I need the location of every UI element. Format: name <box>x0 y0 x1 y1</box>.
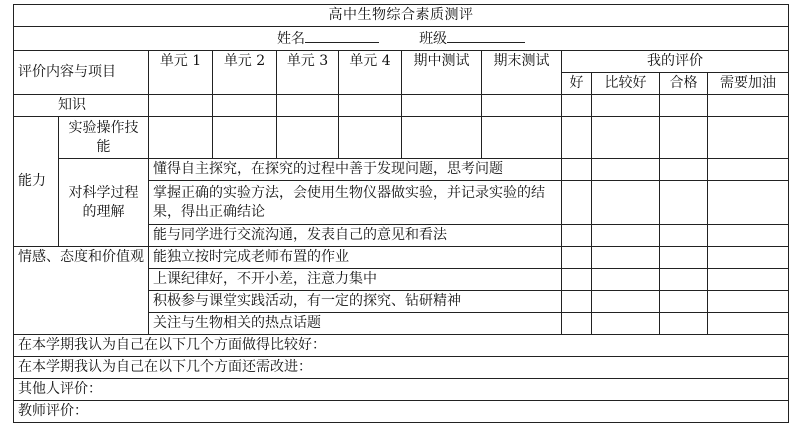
cell[interactable] <box>562 247 592 269</box>
cell[interactable] <box>708 247 789 269</box>
cell[interactable] <box>708 291 789 313</box>
name-class-row <box>14 27 789 51</box>
unit-4-header: 单元 4 <box>339 51 402 95</box>
rating-fairly-good: 比较好 <box>592 73 660 95</box>
cell[interactable] <box>592 225 660 247</box>
footer-did-well[interactable]: 在本学期我认为自己在以下几个方面做得比较好： <box>14 335 789 357</box>
cell[interactable] <box>592 159 660 181</box>
cell[interactable] <box>708 181 789 225</box>
cell[interactable] <box>339 95 402 117</box>
cell[interactable] <box>708 225 789 247</box>
emotion-item-4: 关注与生物相关的热点话题 <box>149 313 562 335</box>
cell[interactable] <box>277 95 339 117</box>
rating-pass: 合格 <box>660 73 708 95</box>
cell[interactable] <box>660 269 708 291</box>
cell[interactable] <box>660 181 708 225</box>
cell[interactable] <box>660 313 708 335</box>
class-field[interactable] <box>447 28 525 43</box>
cell[interactable] <box>592 291 660 313</box>
cell[interactable] <box>708 95 789 117</box>
footer-improve[interactable]: 在本学期我认为自己在以下几个方面还需改进： <box>14 357 789 379</box>
evaluation-table <box>13 4 789 423</box>
class-label: 班级 <box>419 31 448 47</box>
emotion-item-1: 能独立按时完成老师布置的作业 <box>149 247 562 269</box>
footer-teacher-eval[interactable]: 教师评价： <box>14 401 789 423</box>
cell[interactable] <box>213 95 277 117</box>
ability-item-3: 能与同学进行交流沟通，发表自己的意见和看法 <box>149 225 562 247</box>
cell[interactable] <box>562 291 592 313</box>
cell[interactable] <box>562 313 592 335</box>
science-understanding-label: 对科学过程的理解 <box>59 159 149 247</box>
cell[interactable] <box>402 117 482 159</box>
cell[interactable] <box>660 291 708 313</box>
cell[interactable] <box>592 117 660 159</box>
cell[interactable] <box>592 247 660 269</box>
ability-label: 能力 <box>14 117 59 247</box>
cell[interactable] <box>708 313 789 335</box>
cell[interactable] <box>562 159 592 181</box>
emotion-item-3: 积极参与课堂实践活动，有一定的探究、钻研精神 <box>149 291 562 313</box>
cell[interactable] <box>149 95 213 117</box>
name-field[interactable] <box>305 28 379 43</box>
cell[interactable] <box>562 269 592 291</box>
cell[interactable] <box>708 117 789 159</box>
emotion-label: 情感、态度和价值观 <box>14 247 149 335</box>
cell[interactable] <box>660 247 708 269</box>
rating-good: 好 <box>562 73 592 95</box>
cell[interactable] <box>277 117 339 159</box>
cell[interactable] <box>592 313 660 335</box>
cell[interactable] <box>660 225 708 247</box>
cell[interactable] <box>592 181 660 225</box>
experiment-skill-label: 实验操作技能 <box>59 117 149 159</box>
footer-others-eval[interactable]: 其他人评价： <box>14 379 789 401</box>
unit-3-header: 单元 3 <box>277 51 339 95</box>
unit-2-header: 单元 2 <box>213 51 277 95</box>
cell[interactable] <box>213 117 277 159</box>
emotion-item-2: 上课纪律好，不开小差，注意力集中 <box>149 269 562 291</box>
form-title: 高中生物综合素质测评 <box>14 5 789 27</box>
cell[interactable] <box>592 95 660 117</box>
cell[interactable] <box>660 117 708 159</box>
self-eval-header: 我的评价 <box>562 51 789 73</box>
cell[interactable] <box>402 95 482 117</box>
cell[interactable] <box>708 269 789 291</box>
rating-needs-effort: 需要加油 <box>708 73 789 95</box>
item-header: 评价内容与项目 <box>14 51 149 95</box>
knowledge-label: 知识 <box>14 95 149 117</box>
cell[interactable] <box>482 117 562 159</box>
midterm-header: 期中测试 <box>402 51 482 95</box>
ability-item-2: 掌握正确的实验方法，会使用生物仪器做实验，并记录实验的结果，得出正确结论 <box>149 181 562 225</box>
cell[interactable] <box>562 225 592 247</box>
cell[interactable] <box>708 159 789 181</box>
final-header: 期末测试 <box>482 51 562 95</box>
cell[interactable] <box>562 95 592 117</box>
cell[interactable] <box>592 269 660 291</box>
ability-item-1: 懂得自主探究，在探究的过程中善于发现问题，思考问题 <box>149 159 562 181</box>
cell[interactable] <box>660 159 708 181</box>
cell[interactable] <box>482 95 562 117</box>
unit-1-header: 单元 1 <box>149 51 213 95</box>
cell[interactable] <box>339 117 402 159</box>
cell[interactable] <box>562 181 592 225</box>
cell[interactable] <box>660 95 708 117</box>
name-label: 姓名 <box>277 31 305 47</box>
cell[interactable] <box>149 117 213 159</box>
cell[interactable] <box>562 117 592 159</box>
